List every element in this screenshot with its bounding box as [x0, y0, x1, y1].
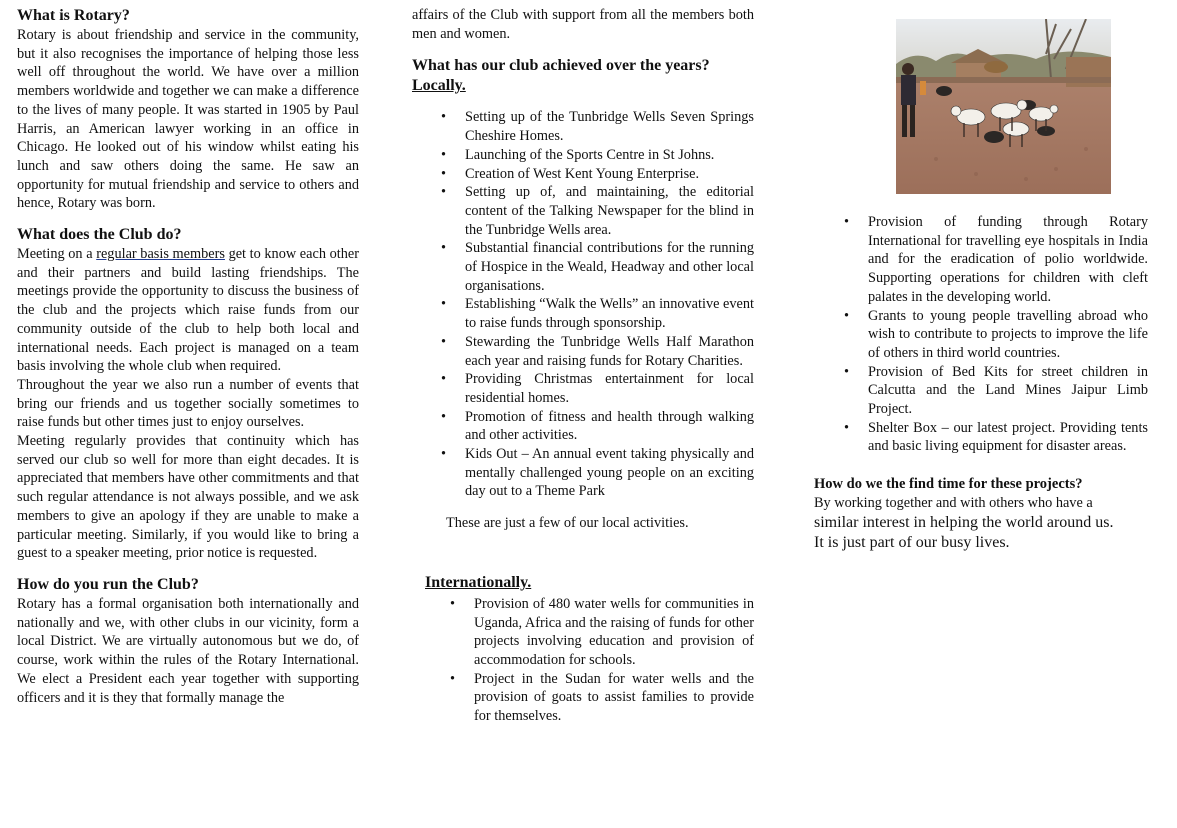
list-item: • Shelter Box – our latest project. Providing tents and basic living equipment for disaster areas.: [868, 419, 1148, 456]
list-item: • Grants to young people travelling abroad who wish to contribute to projects to improve the life of others in third world countries.: [868, 307, 1148, 363]
paragraph-continued: affairs of the Club with support from all the members both men and women.: [412, 7, 754, 42]
heading-what-is-rotary: What is Rotary?: [17, 7, 130, 24]
column-right: [814, 0, 1148, 553]
list-item: • Kids Out – An annual event taking physically and mentally challenged young people on an exciting day out to a Theme Park: [465, 445, 754, 501]
heading-what-does-club-do: What does the Club do?: [17, 226, 182, 244]
list-item: • Stewarding the Tunbridge Wells Half Marathon each year and raising funds for Rotary Charities.: [465, 333, 754, 370]
list-item: • Creation of West Kent Young Enterprise.: [465, 165, 754, 184]
international-achievements-list: [474, 595, 754, 726]
list-item: • Provision of funding through Rotary International for travelling eye hospitals in India and for the eradication of polio worldwide. Supporting operations for children with cleft palates in the developing world.: [868, 213, 1148, 307]
heading-find-time: How do we the find time for these projects?: [814, 476, 1083, 493]
list-item: • Setting up of the Tunbridge Wells Seven Springs Cheshire Homes.: [465, 108, 754, 145]
list-item: • Promotion of fitness and health through walking and other activities.: [465, 408, 754, 445]
list-item: • Project in the Sudan for water wells and the provision of goats to assist families to provide for themselves.: [474, 670, 754, 726]
column-left: [17, 0, 359, 707]
paragraph-club-meetings: [17, 245, 359, 376]
list-item: • Launching of the Sports Centre in St Johns.: [465, 146, 754, 165]
list-item: • Provision of Bed Kits for street children in Calcutta and the Land Mines Jaipur Limb Project.: [868, 363, 1148, 419]
paragraph-how-run-club: Rotary has a formal organisation both internationally and nationally and we, with other clubs in our vicinity, form a local District. We are virtually autonomous but we do, of course, work within the rules of the Rotary International. We elect a President each year together with supporting officers and it is they that formally manage the: [17, 595, 359, 706]
column-middle: [412, 0, 754, 726]
list-item: • Substantial financial contributions for the running of Hospice in the Weald, Headway and other local organisations.: [465, 239, 754, 295]
paragraph-club-events: Throughout the year we also run a number of events that bring our friends and us together socially sometimes to raise funds but other times just to enjoy ourselves.: [17, 376, 359, 431]
paragraph-find-time-1: By working together and with others who have a: [814, 495, 1093, 512]
local-achievements-list: [465, 108, 754, 501]
heading-how-run-club: How do you run the Club?: [17, 575, 199, 593]
local-activities-note: These are just a few of our local activities.: [446, 515, 689, 532]
paragraph-text: Meeting on a: [17, 246, 97, 263]
paragraph-find-time-2: similar interest in helping the world around us.: [814, 513, 1114, 531]
paragraph-text: get to know each other and their partners and build lasting friendships. The meetings provide the opportunity to discuss the business of the club and the projects which raise funds from our community outside of the club to help both local and international needs. Each project is managed on a team basis involving the whole club when required.: [17, 246, 359, 375]
list-item: • Providing Christmas entertainment for local residential homes.: [465, 370, 754, 407]
international-achievements-list-continued: [868, 213, 1148, 456]
heading-locally: Locally.: [412, 77, 466, 95]
paragraph-find-time-3: It is just part of our busy lives.: [814, 533, 1010, 551]
list-item: • Provision of 480 water wells for communities in Uganda, Africa and the raising of funds for other projects involving education and provision of accommodation for schools.: [474, 595, 754, 670]
heading-achievements: What has our club achieved over the years?: [412, 57, 710, 75]
paragraph-what-is-rotary: Rotary is about friendship and service in the community, but it also recognises the importance of helping those less well off throughout the world. We have over a million members worldwide and together we can make a difference to the lives of many people. It was started in 1905 by Paul Harris, an American lawyer working in an office in Chicago. He looked out of his window whilst eating his lunch and saw others doing the same. He saw an opportunity for mutual friendship and service to others and hence, Rotary was born.: [17, 27, 359, 212]
list-item: • Setting up of, and maintaining, the editorial content of the Talking Newspaper for the blind in the Tunbridge Wells area.: [465, 183, 754, 239]
heading-internationally: Internationally.: [425, 573, 532, 591]
underlined-phrase: regular basis members: [96, 246, 225, 263]
list-item: • Establishing “Walk the Wells” an innovative event to raise funds through sponsorship.: [465, 295, 754, 332]
paragraph-club-attendance: Meeting regularly provides that continuity which has served our club so well for more than eight decades. It is appreciated that members have other commitments and that such regular attendance is not always possible, and we ask members to give an apology if they are unable to make a particular meeting. Similarly, if you would like to bring a guest to a speaker meeting, prior notice is requested.: [17, 433, 359, 562]
